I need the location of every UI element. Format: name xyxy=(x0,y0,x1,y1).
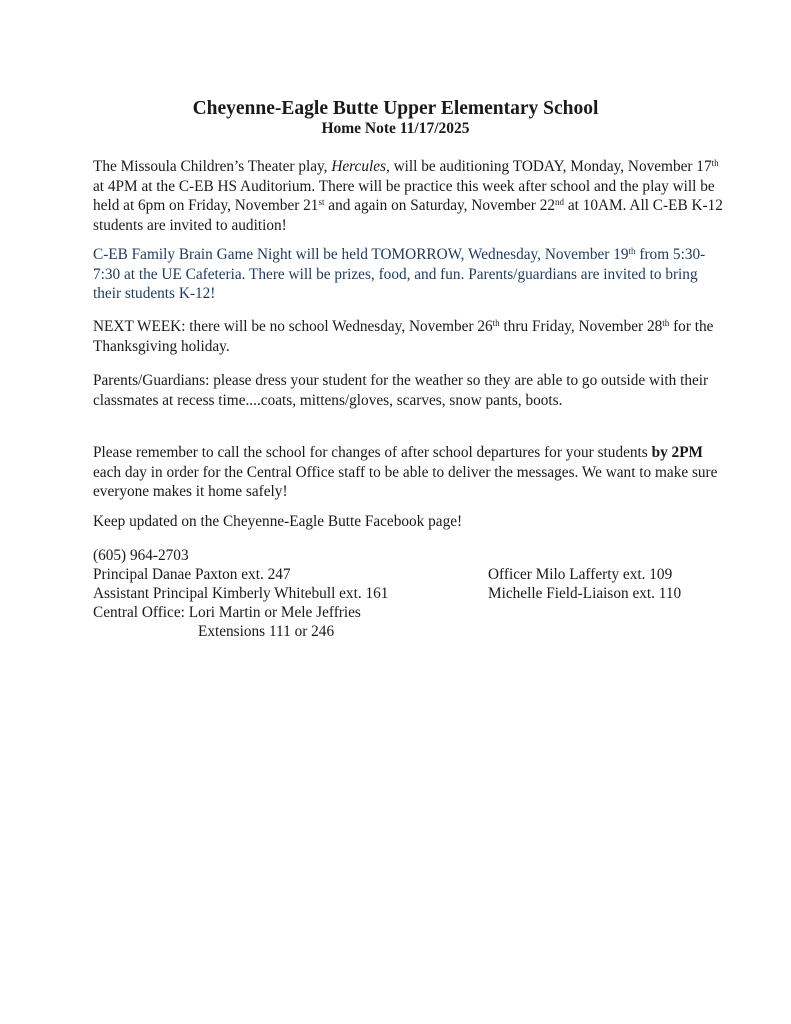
document-header xyxy=(0,98,791,138)
contact-central-extensions: Extensions 111 or 246 xyxy=(198,623,335,640)
home-note-date: Home Note 11/17/2025 xyxy=(321,120,470,137)
paragraph-departures: Please remember to call the school for changes of after school departures for your students by 2PM each day in order for the Central Office staff to be able to deliver the messages. We want to make sure everyone makes it home safely! xyxy=(93,444,718,501)
paragraph-facebook: Keep updated on the Cheyenne-Eagle Butte Facebook page! xyxy=(93,513,463,530)
contact-central-office: Central Office: Lori Martin or Mele Jeffries xyxy=(93,604,361,621)
contact-phone: (605) 964-2703 xyxy=(93,547,189,564)
contact-assistant-principal: Assistant Principal Kimberly Whitebull ext. 161 xyxy=(93,585,389,602)
contact-officer: Officer Milo Lafferty ext. 109 xyxy=(488,566,673,583)
paragraph-theater-play: The Missoula Children’s Theater play, Hercules, will be auditioning TODAY, Monday, November 17th at 4PM at the C-EB HS Auditorium. There will be practice this week after school and the play will be held at 6pm on Friday, November 21st and again on Saturday, November 22nd at 10AM. All C-EB K-12 students are invited to audition! xyxy=(93,158,723,234)
play-title: Hercules, xyxy=(331,158,390,175)
contact-principal: Principal Danae Paxton ext. 247 xyxy=(93,566,291,583)
contact-liaison: Michelle Field-Liaison ext. 110 xyxy=(488,585,682,602)
paragraph-weather: Parents/Guardians: please dress your student for the weather so they are able to go outside with their classmates at recess time....coats, mittens/gloves, scarves, snow pants, boots. xyxy=(93,372,709,409)
school-title: Cheyenne-Eagle Butte Upper Elementary School xyxy=(192,98,599,119)
deadline-emphasis: by 2PM xyxy=(651,444,703,461)
paragraph-thanksgiving: NEXT WEEK: there will be no school Wednesday, November 26th thru Friday, November 28th for the Thanksgiving holiday. xyxy=(93,318,714,355)
paragraph-brain-game-night: C-EB Family Brain Game Night will be held TOMORROW, Wednesday, November 19th from 5:30-7:30 at the UE Cafeteria. There will be prizes, food, and fun. Parents/guardians are invited to bring their students K-12! xyxy=(93,246,706,303)
